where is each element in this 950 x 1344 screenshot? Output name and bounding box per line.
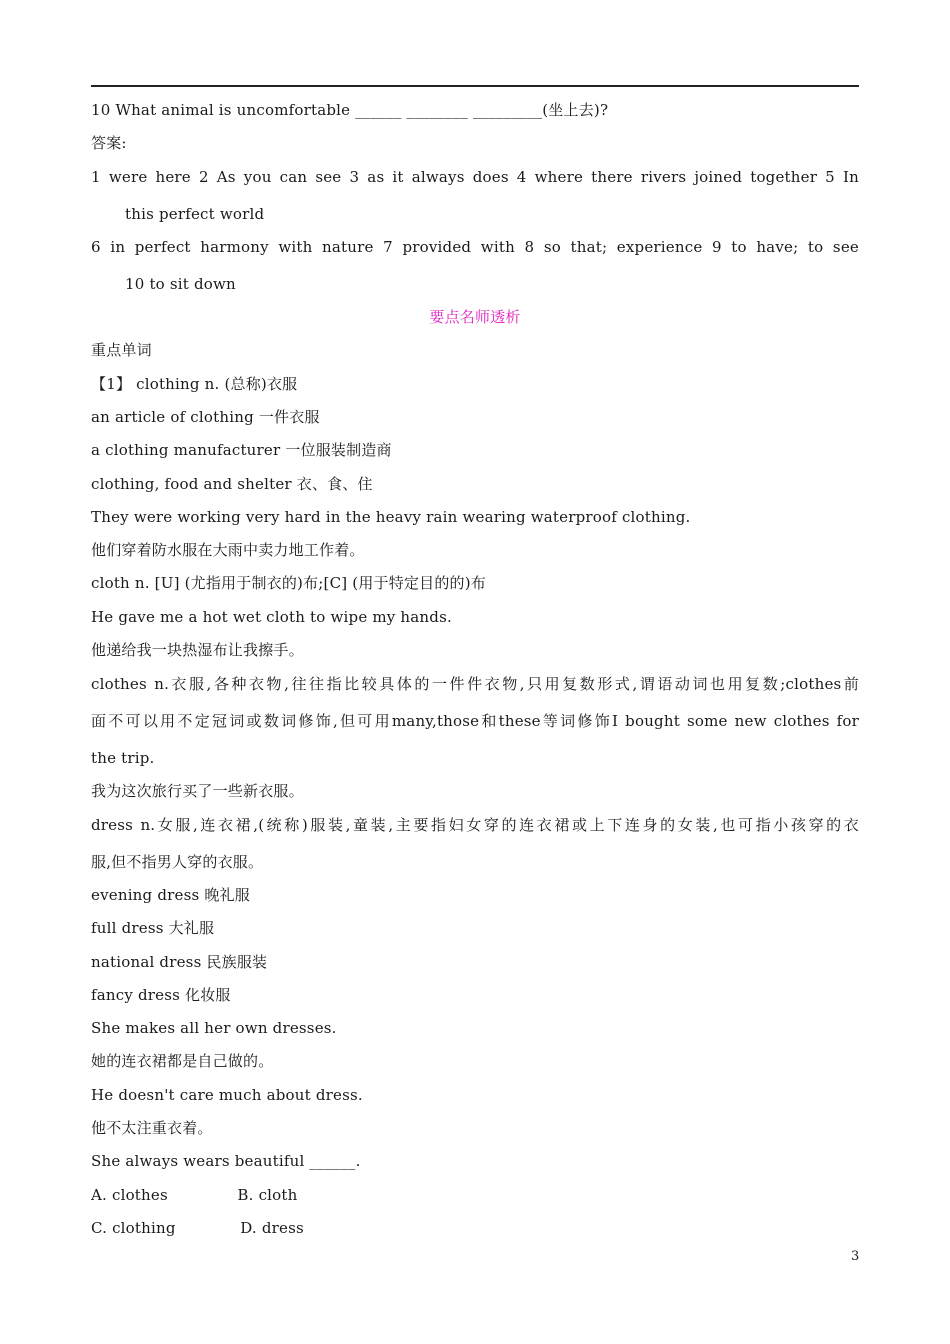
section-heading: 要点名师透析 — [429, 308, 521, 326]
translation: 他递给我一块热湿布让我擦手。 — [91, 641, 304, 659]
answer-line-1: 1 were here 2 As you can see 3 as it always does 4 where there rivers joined together 5 In — [91, 168, 859, 186]
example-line: a clothing manufacturer 一位服装制造商 — [91, 441, 392, 459]
definition-cloth: cloth n. [U] (尤指用于制衣的)布;[C] (用于特定目的的)布 — [91, 574, 487, 592]
exercise-options-cd: C. clothing D. dress — [91, 1219, 304, 1237]
example-sentence: She makes all her own dresses. — [91, 1019, 337, 1037]
example-line: an article of clothing 一件衣服 — [91, 408, 320, 426]
answer-line-2-cont: 10 to sit down — [125, 275, 236, 293]
exercise-options-ab: A. clothes B. cloth — [91, 1186, 298, 1204]
definition-clothes-end: the trip. — [91, 749, 155, 767]
example-sentence: They were working very hard in the heavy rain wearing waterproof clothing. — [91, 508, 691, 526]
definition-clothes: clothes n.衣服,各种衣物,往往指比较具体的一件件衣物,只用复数形式,谓语动词也用复数;clothes前 — [91, 675, 859, 693]
answer-line-1-cont: this perfect world — [125, 205, 265, 223]
translation: 他不太注重衣着。 — [91, 1119, 213, 1137]
example-sentence: He doesn't care much about dress. — [91, 1086, 363, 1104]
definition-clothes-cont: 面不可以用不定冠词或数词修饰,但可用many,those和these等词修饰I bought some new clothes for — [91, 712, 859, 730]
translation: 我为这次旅行买了一些新衣服。 — [91, 782, 304, 800]
translation: 她的连衣裙都是自己做的。 — [91, 1052, 274, 1070]
entry-title: 【1】 clothing n. (总称)衣服 — [91, 375, 298, 393]
answer-line-2: 6 in perfect harmony with nature 7 provided with 8 so that; experience 9 to have; to see — [91, 238, 859, 256]
example-line: full dress 大礼服 — [91, 919, 215, 937]
example-sentence: He gave me a hot wet cloth to wipe my hands. — [91, 608, 452, 626]
example-line: fancy dress 化妆服 — [91, 986, 231, 1004]
example-line: evening dress 晚礼服 — [91, 886, 250, 904]
question-10: 10 What animal is uncomfortable ______ ________ _________(坐上去)? — [91, 101, 609, 119]
definition-dress: dress n.女服,连衣裙,(统称)服装,童装,主要指妇女穿的连衣裙或上下连身的女装,也可指小孩穿的衣 — [91, 816, 859, 834]
subsection-title: 重点单词 — [91, 341, 152, 359]
definition-dress-cont: 服,但不指男人穿的衣服。 — [91, 853, 264, 871]
example-line: national dress 民族服装 — [91, 953, 268, 971]
page-number: 3 — [851, 1249, 860, 1264]
translation: 他们穿着防水服在大雨中卖力地工作着。 — [91, 541, 365, 559]
answer-label: 答案: — [91, 134, 127, 152]
example-line: clothing, food and shelter 衣、食、住 — [91, 475, 373, 493]
header-rule — [91, 85, 859, 87]
exercise-question: She always wears beautiful ______. — [91, 1152, 361, 1170]
